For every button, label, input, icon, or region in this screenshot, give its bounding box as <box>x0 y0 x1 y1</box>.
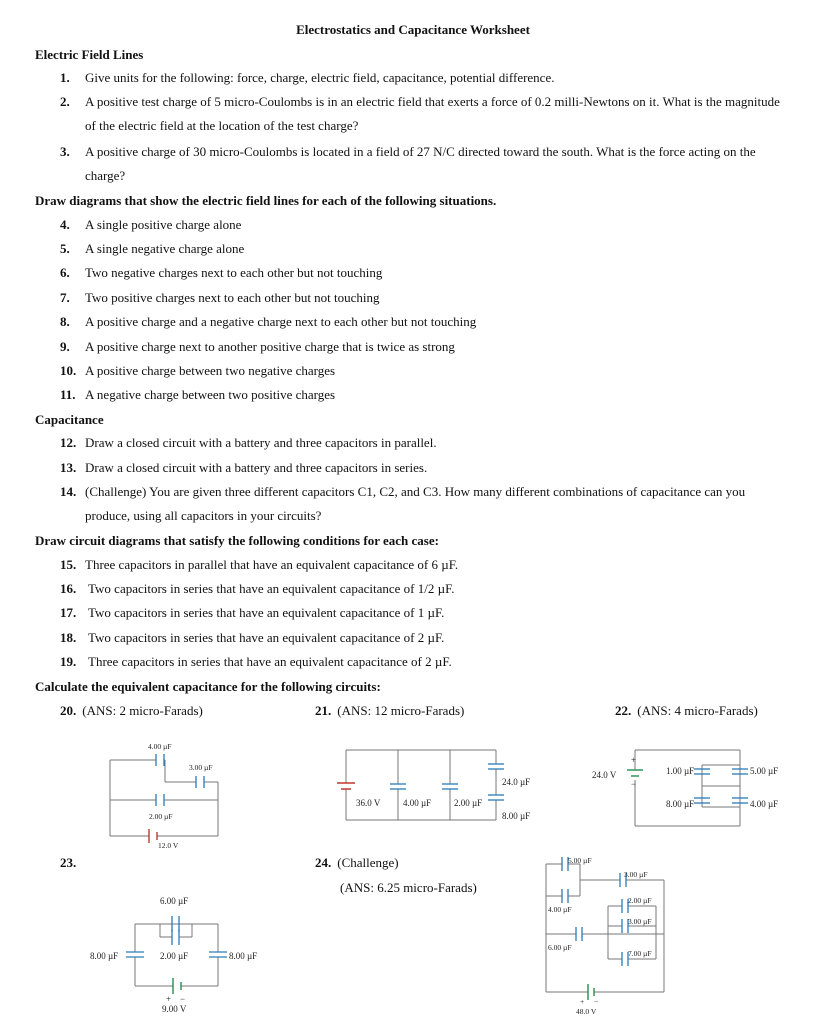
question-text: Give units for the following: force, charge, electric field, capacitance, potential difference. <box>85 70 555 85</box>
c24-label-c1: 5.00 µF <box>568 856 592 865</box>
question-text: A negative charge between two positive charges <box>85 387 336 402</box>
c23-label-top: 6.00 µF <box>160 896 189 906</box>
question-text: A positive charge and a negative charge next to each other but not touching <box>85 314 477 329</box>
question-22 <box>615 703 758 719</box>
question-21 <box>315 703 464 719</box>
question-number: 13. <box>60 460 77 475</box>
question-12 <box>60 435 790 451</box>
question-text: A single positive charge alone <box>85 217 242 232</box>
circuit-21-diagram <box>336 740 546 825</box>
question-text: (Challenge) You are given three different capacitors C1, C2, and C3. How many different combinations of capacitance can you produce, using all capacitors in your circuits? <box>85 484 746 523</box>
c20-label-mid: 2.00 µF <box>149 812 173 821</box>
question-17 <box>60 605 790 621</box>
question-number: 9. <box>60 339 70 354</box>
section-capacitance: Capacitance <box>35 412 104 427</box>
question-number: 4. <box>60 217 70 232</box>
c24-label-c5: 3.00 µF <box>628 917 652 926</box>
c21-label-c2: 2.00 µF <box>454 798 483 808</box>
c21-label-c3: 24.0 µF <box>502 777 531 787</box>
c23-plus: + <box>166 994 172 1004</box>
c24-plus: + <box>580 997 585 1006</box>
question-text: A positive charge between two negative charges <box>85 363 336 378</box>
question-text: Two capacitors in series that have an equivalent capacitance of 1 µF. <box>88 605 445 620</box>
question-3 <box>60 140 790 188</box>
section-draw-field-lines: Draw diagrams that show the electric field lines for each of the following situations. <box>35 193 497 208</box>
section-draw-circuit-diagrams: Draw circuit diagrams that satisfy the following conditions for each case: <box>35 533 439 548</box>
c22-label-c3: 8.00 µF <box>666 799 695 809</box>
question-number: 3. <box>60 144 70 159</box>
c20-label-top-left: 4.00 µF <box>148 742 172 751</box>
c22-minus: − <box>631 779 637 789</box>
question-number: 15. <box>60 557 77 572</box>
c23-label-mid: 2.00 µF <box>160 951 189 961</box>
question-24-answer: (ANS: 6.25 micro-Farads) <box>340 880 477 895</box>
c24-label-c7: 7.00 µF <box>628 949 652 958</box>
question-2 <box>60 90 790 138</box>
c22-label-c4: 4.00 µF <box>750 799 779 809</box>
circuit-20-diagram <box>105 740 235 852</box>
question-11 <box>60 387 790 403</box>
c24-minus: − <box>594 997 599 1006</box>
question-text: Draw a closed circuit with a battery and three capacitors in parallel. <box>85 435 437 450</box>
c23-minus: − <box>180 994 186 1004</box>
question-number: 5. <box>60 241 70 256</box>
question-number: 16. <box>60 581 77 596</box>
question-text: Three capacitors in series that have an equivalent capacitance of 2 µF. <box>88 654 452 669</box>
question-23 <box>60 855 82 871</box>
page-title: Electrostatics and Capacitance Worksheet <box>296 22 530 37</box>
question-number: 21. <box>315 703 332 718</box>
question-number: 6. <box>60 265 70 280</box>
question-text: A positive test charge of 5 micro-Coulombs is in an electric field that exerts a force of 0.2 milli-Newtons on it. What is the magnitude of the electric field at the location of the test charge? <box>85 94 780 133</box>
question-6 <box>60 265 790 281</box>
c22-plus: + <box>631 755 637 765</box>
question-text: Two capacitors in series that have an equivalent capacitance of 1/2 µF. <box>88 581 455 596</box>
question-15 <box>60 557 790 573</box>
question-number: 7. <box>60 290 70 305</box>
question-number: 17. <box>60 605 77 620</box>
c22-label-c2: 5.00 µF <box>750 766 779 776</box>
question-13 <box>60 460 790 476</box>
question-number: 11. <box>60 387 76 402</box>
question-number: 19. <box>60 654 77 669</box>
question-19 <box>60 654 790 670</box>
c23-label-battery: 9.00 V <box>162 1004 187 1014</box>
question-1 <box>60 70 790 86</box>
c21-label-c1: 4.00 µF <box>403 798 432 808</box>
c20-label-battery: 12.0 V <box>158 841 179 850</box>
circuit-24-diagram <box>528 854 674 1018</box>
question-text: Three capacitors in parallel that have an equivalent capacitance of 6 µF. <box>85 557 459 572</box>
question-number: 20. <box>60 703 77 718</box>
c22-label-battery: 24.0 V <box>592 770 617 780</box>
question-answer: (ANS: 2 micro-Farads) <box>82 703 203 718</box>
section-electric-field-lines: Electric Field Lines <box>35 47 144 62</box>
c20-label-top-right: 3.00 µF <box>189 763 213 772</box>
question-16 <box>60 581 790 597</box>
c24-label-c3: 3.00 µF <box>624 870 648 879</box>
question-number: 23. <box>60 855 77 870</box>
c24-label-c4: 2.00 µF <box>628 896 652 905</box>
question-text: A positive charge of 30 micro-Coulombs is located in a field of 27 N/C directed toward the south. What is the force acting on the charge? <box>85 144 756 183</box>
question-number: 24. <box>315 855 332 870</box>
section-calculate-equivalent: Calculate the equivalent capacitance for the following circuits: <box>35 679 381 694</box>
question-answer: (ANS: 12 micro-Farads) <box>337 703 465 718</box>
question-text: Draw a closed circuit with a battery and three capacitors in series. <box>85 460 428 475</box>
c21-label-c4: 8.00 µF <box>502 811 531 821</box>
circuit-23-diagram <box>88 892 278 1014</box>
question-challenge: (Challenge) <box>337 855 399 870</box>
question-20 <box>60 703 203 719</box>
question-number: 8. <box>60 314 70 329</box>
c21-label-battery: 36.0 V <box>356 798 381 808</box>
question-number: 12. <box>60 435 77 450</box>
c22-label-c1: 1.00 µF <box>666 766 695 776</box>
question-9 <box>60 339 790 355</box>
question-number: 1. <box>60 70 70 85</box>
question-10 <box>60 363 790 379</box>
question-number: 18. <box>60 630 77 645</box>
c23-label-right: 8.00 µF <box>229 951 258 961</box>
question-text: Two positive charges next to each other but not touching <box>85 290 380 305</box>
question-text: A positive charge next to another positive charge that is twice as strong <box>85 339 455 354</box>
c23-label-left: 8.00 µF <box>90 951 119 961</box>
question-text: Two negative charges next to each other but not touching <box>85 265 383 280</box>
question-text: Two capacitors in series that have an equivalent capacitance of 2 µF. <box>88 630 445 645</box>
question-text: A single negative charge alone <box>85 241 245 256</box>
question-7 <box>60 290 790 306</box>
c24-label-battery: 48.0 V <box>576 1007 597 1016</box>
question-number: 10. <box>60 363 77 378</box>
question-number: 14. <box>60 484 77 499</box>
question-18 <box>60 630 790 646</box>
question-number: 22. <box>615 703 632 718</box>
circuit-22-diagram <box>590 740 796 828</box>
question-24 <box>315 855 399 871</box>
c24-label-c2: 4.00 µF <box>548 905 572 914</box>
question-4 <box>60 217 790 233</box>
c24-label-c6: 6.00 µF <box>548 943 572 952</box>
question-answer: (ANS: 4 micro-Farads) <box>637 703 758 718</box>
question-5 <box>60 241 790 257</box>
question-8 <box>60 314 790 330</box>
question-number: 2. <box>60 94 70 109</box>
question-14 <box>60 480 790 528</box>
